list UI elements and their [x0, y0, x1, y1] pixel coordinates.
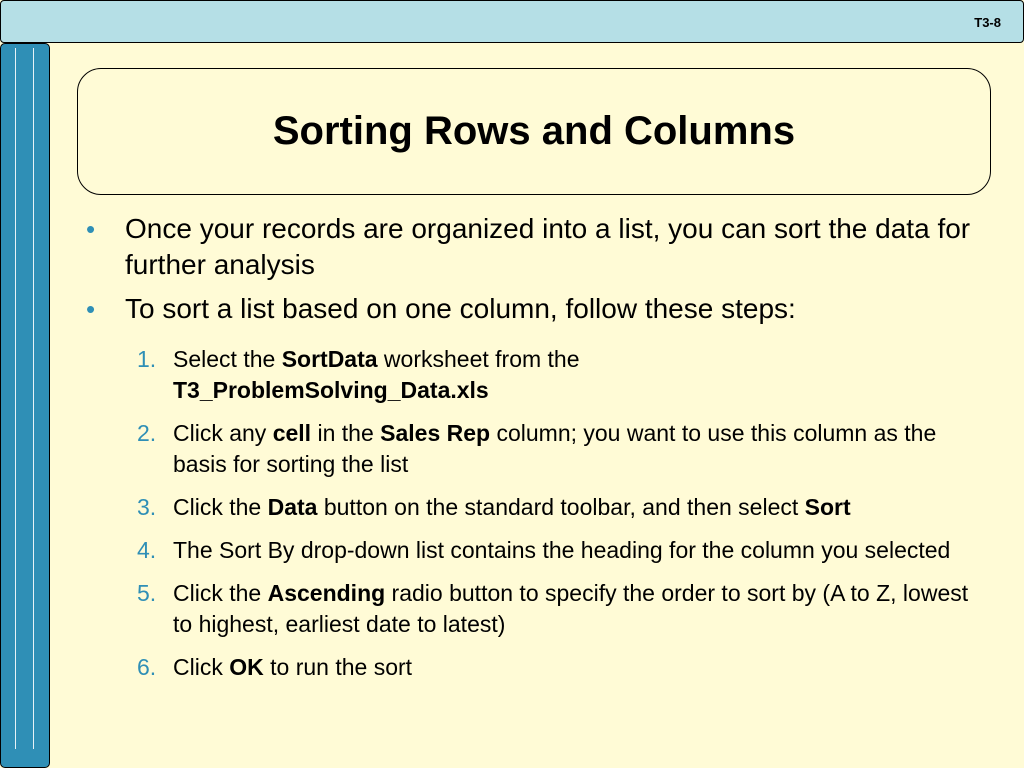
step-text: column; you want to use this column as the basis for sorting the list — [173, 420, 937, 477]
sidebar-decoration — [0, 43, 50, 768]
step-text: Click any — [173, 420, 273, 446]
step-text: Select the — [173, 346, 282, 372]
step-text: radio button to specify the order to sort by (A to Z, lowest to highest, earliest date to latest) — [173, 580, 969, 637]
bullet-dot-icon: • — [86, 294, 96, 324]
step-emphasis: OK — [229, 654, 264, 680]
bullet-dot-icon: • — [86, 214, 96, 244]
steps-list — [132, 344, 982, 695]
step-item — [132, 578, 982, 640]
step-emphasis: cell — [272, 420, 312, 446]
sidebar-stripe — [33, 48, 34, 749]
step-item — [132, 492, 982, 523]
step-emphasis: Data — [267, 494, 318, 520]
step-emphasis: Ascending — [267, 580, 386, 606]
step-number: 4. — [137, 537, 157, 563]
title-box — [77, 68, 991, 195]
step-item — [132, 344, 982, 406]
step-text: button on the standard toolbar, and then select — [317, 494, 805, 520]
step-number: 5. — [137, 580, 157, 606]
bullet-item — [84, 211, 994, 283]
step-emphasis: Sort — [804, 494, 851, 520]
step-text: Click the — [173, 494, 268, 520]
bullet-list — [84, 211, 994, 335]
step-text: to run the sort — [263, 654, 413, 680]
step-item — [132, 535, 982, 566]
step-text: Click the — [173, 580, 268, 606]
slide-number: T3-8 — [974, 15, 1001, 30]
step-number: 1. — [137, 346, 157, 372]
step-emphasis: SortData — [281, 346, 378, 372]
step-emphasis: T3_ProblemSolving_Data.xls — [173, 377, 489, 403]
step-number: 3. — [137, 494, 157, 520]
top-bar — [0, 0, 1024, 43]
step-item — [132, 418, 982, 480]
bullet-text: To sort a list based on one column, follow these steps: — [125, 293, 796, 324]
step-text: in the — [311, 420, 381, 446]
step-emphasis: Sales Rep — [380, 420, 491, 446]
step-item — [132, 652, 982, 683]
bullet-item — [84, 291, 994, 327]
step-text: worksheet from the — [377, 346, 580, 372]
step-number: 6. — [137, 654, 157, 680]
bullet-text: Once your records are organized into a list, you can sort the data for further analysis — [125, 213, 971, 280]
step-text: The Sort By drop-down list contains the heading for the column you selected — [173, 537, 951, 563]
step-text: Click — [173, 654, 230, 680]
step-number: 2. — [137, 420, 157, 446]
sidebar-stripe — [15, 48, 16, 749]
slide-title: Sorting Rows and Columns — [272, 109, 796, 153]
